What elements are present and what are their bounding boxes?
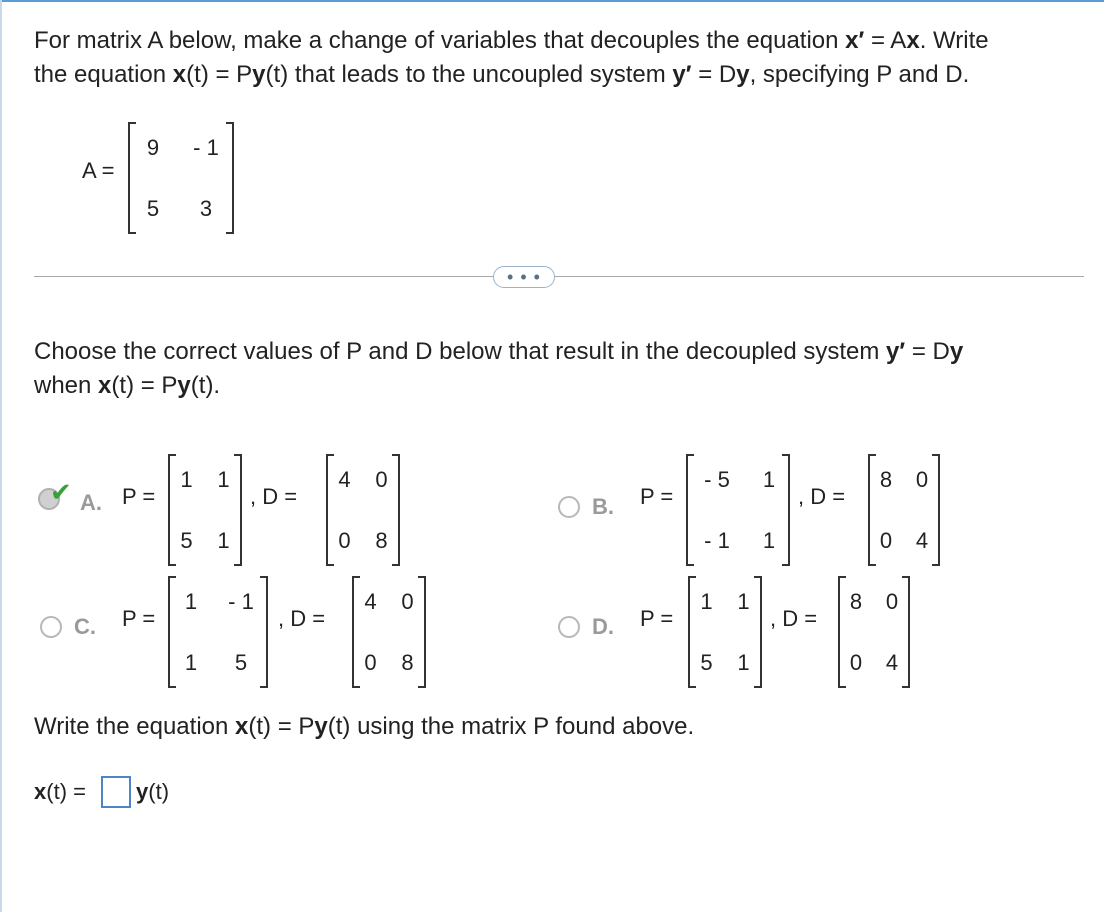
separator [34,276,1084,277]
matrix-cell: 0 [915,466,929,492]
option-b-letter: B. [592,494,614,519]
option-d-d-matrix [838,576,910,688]
matrix-a [128,122,234,234]
matrix-cell: 1 [762,527,776,553]
option-c-d-matrix [352,576,426,688]
matrix-cell: - 1 [193,134,219,160]
matrix-cell: 8 [879,466,893,492]
matrix-cell: 4 [915,527,929,553]
matrix-cell: 5 [234,649,248,675]
write-equation-prompt: Write the equation x(t) = Py(t) using the matrix P found above. [34,713,695,740]
matrix-cell: 4 [885,649,899,675]
matrix-cell: 1 [737,649,750,675]
matrix-cell: - 1 [228,588,254,614]
option-d-letter: D. [592,614,614,639]
matrix-cell: - 1 [704,527,730,553]
matrix-cell: 1 [217,466,230,492]
matrix-cell: 0 [885,588,899,614]
option-c-d-label: , D = [278,606,326,631]
matrix-cell: 9 [146,134,160,160]
prompt-line-2: when x(t) = Py(t). [34,372,221,399]
answer-lhs: x(t) = [34,779,86,804]
matrix-cell: 1 [184,588,198,614]
question-line-2: the equation x(t) = Py(t) that leads to the uncoupled system y′ = Dy, specifying P and D. [34,61,970,88]
matrix-cell: 0 [364,649,377,675]
option-b-p-label: P = [640,484,674,509]
option-c-p-label: P = [122,606,156,631]
matrix-cell: 5 [146,195,160,221]
checkmark-icon: ✔ [50,477,72,507]
matrix-cell: 1 [762,466,776,492]
question-line-1: For matrix A below, make a change of variables that decouples the equation x′ = Ax. Write [34,27,989,54]
matrix-cell: 1 [184,649,198,675]
option-b-p-matrix [686,454,790,566]
option-b-radio[interactable] [558,496,580,518]
option-c-p-matrix [168,576,268,688]
option-a-d-matrix [326,454,400,566]
option-a-p-label: P = [122,484,156,509]
matrix-cell: 5 [700,649,713,675]
matrix-cell: 0 [849,649,863,675]
matrix-cell: 3 [199,195,213,221]
option-a-letter: A. [80,490,102,515]
answer-rhs: y(t) [136,779,170,804]
matrix-cell: 0 [375,466,388,492]
option-d-d-label: , D = [770,606,818,631]
matrix-cell: 8 [401,649,414,675]
option-d-p-matrix [688,576,762,688]
option-d-radio[interactable] [558,616,580,638]
option-a-p-matrix [168,454,242,566]
option-c-radio[interactable] [40,616,62,638]
expand-ellipsis-button[interactable]: • • • [493,266,555,288]
matrix-cell: 5 [180,527,193,553]
matrix-cell: 8 [849,588,863,614]
matrix-cell: 1 [180,466,193,492]
option-b-d-label: , D = [798,484,846,509]
prompt-line-1: Choose the correct values of P and D below that result in the decoupled system y′ = Dy [34,338,964,365]
option-c-letter: C. [74,614,96,639]
matrix-cell: 1 [737,588,750,614]
matrix-cell: 0 [338,527,351,553]
left-border [0,0,2,912]
answer-input[interactable] [101,776,131,808]
matrix-cell: 1 [700,588,713,614]
option-d-p-label: P = [640,606,674,631]
option-a-d-label: , D = [250,484,298,509]
matrix-a-label: A = [82,158,115,183]
matrix-cell: 1 [217,527,230,553]
matrix-cell: 4 [338,466,351,492]
matrix-cell: - 5 [704,466,730,492]
option-b-d-matrix [868,454,940,566]
matrix-cell: 8 [375,527,388,553]
top-border [0,0,1104,2]
matrix-cell: 0 [879,527,893,553]
matrix-cell: 4 [364,588,377,614]
matrix-cell: 0 [401,588,414,614]
